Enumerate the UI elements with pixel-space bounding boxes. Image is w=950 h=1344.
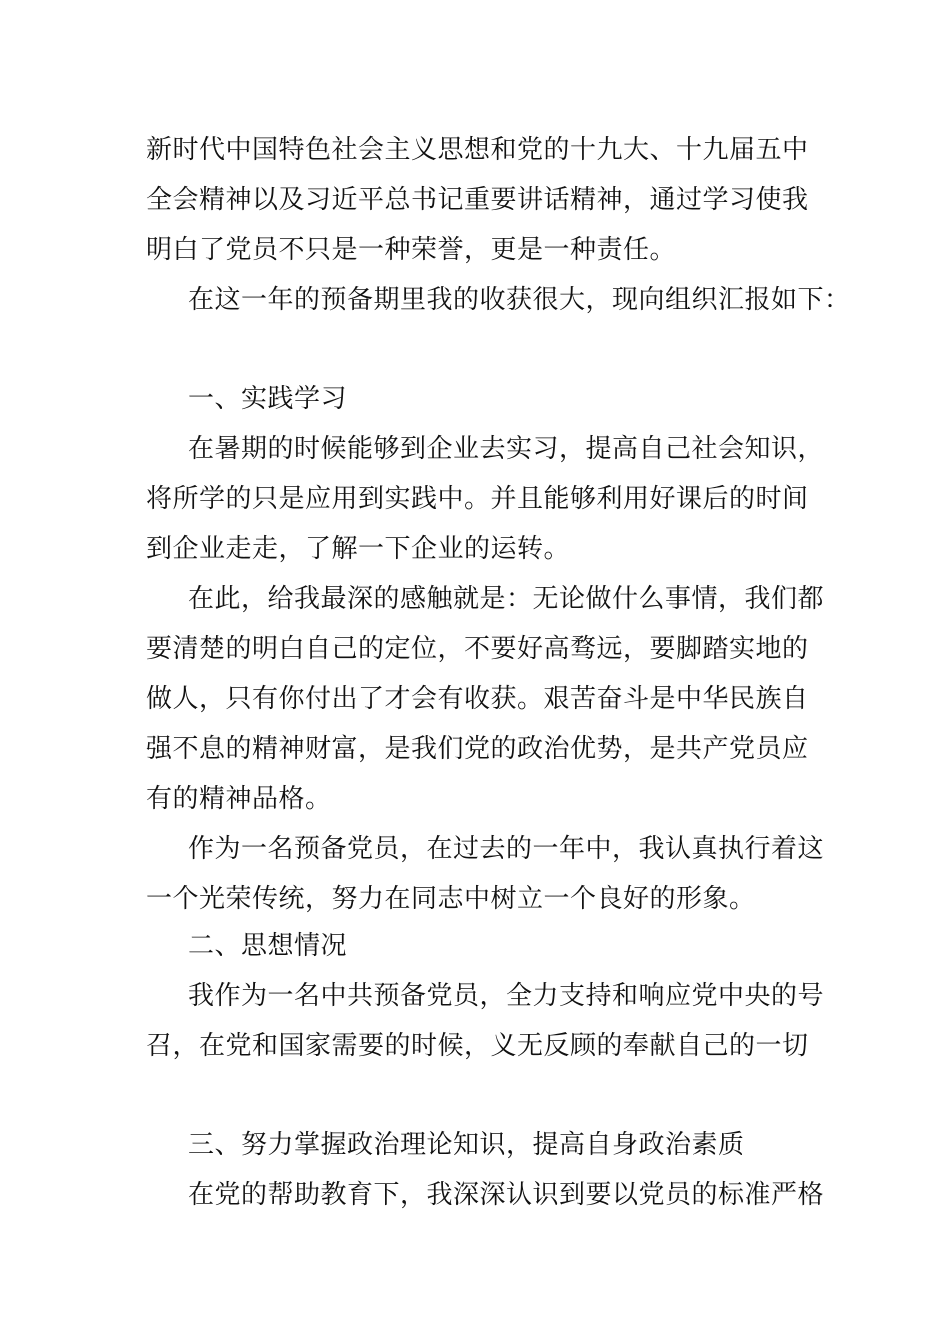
text-line: 在这一年的预备期里我的收获很大，现向组织汇报如下： (188, 285, 851, 315)
text-line: 召，在党和国家需要的时候，义无反顾的奉献自己的一切 (146, 1031, 809, 1061)
text-line: 在暑期的时候能够到企业去实习，提高自己社会知识， (188, 434, 825, 464)
text-line: 到企业走走，了解一下企业的运转。 (146, 534, 571, 564)
text-line: 将所学的只是应用到实践中。并且能够利用好课后的时间 (146, 484, 809, 514)
text-line: 有的精神品格。 (146, 784, 332, 814)
text-line: 一个光荣传统，努力在同志中树立一个良好的形象。 (146, 884, 756, 914)
section-heading: 三、努力掌握政治理论知识，提高自身政治素质 (188, 1130, 745, 1160)
text-line: 明白了党员不只是一种荣誉，更是一种责任。 (146, 235, 677, 265)
text-line: 我作为一名中共预备党员，全力支持和响应党中央的号 (188, 981, 825, 1011)
section-heading: 二、思想情况 (188, 931, 348, 961)
text-line: 在此，给我最深的感触就是：无论做什么事情，我们都 (188, 584, 825, 614)
text-line: 作为一名预备党员，在过去的一年中，我认真执行着这 (188, 834, 825, 864)
text-line: 做人，只有你付出了才会有收获。艰苦奋斗是中华民族自 (146, 684, 809, 714)
section-heading: 一、实践学习 (188, 384, 348, 414)
text-line: 在党的帮助教育下，我深深认识到要以党员的标准严格 (188, 1180, 825, 1210)
text-line: 要清楚的明白自己的定位，不要好高骛远，要脚踏实地的 (146, 634, 809, 664)
text-line: 新时代中国特色社会主义思想和党的十九大、十九届五中 (146, 135, 809, 165)
text-line: 全会精神以及习近平总书记重要讲话精神，通过学习使我 (146, 185, 809, 215)
text-line: 强不息的精神财富，是我们党的政治优势，是共产党员应 (146, 734, 809, 764)
